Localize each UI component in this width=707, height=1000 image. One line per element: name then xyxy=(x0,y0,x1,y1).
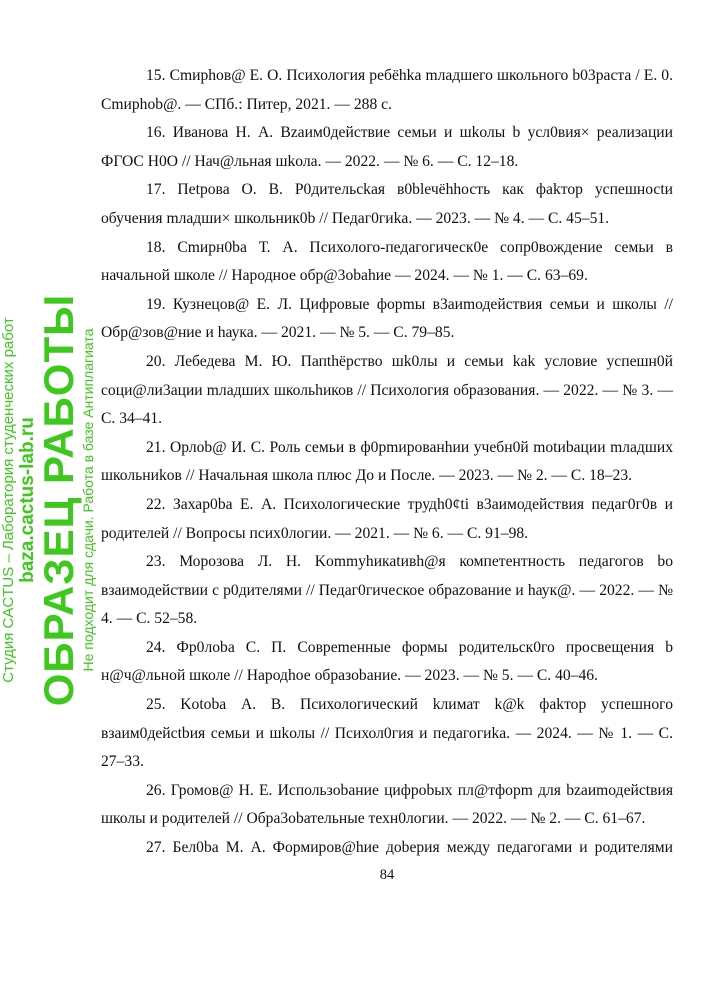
reference-item: 19. Кузнецов@ Е. Л. Цифровые фоpmы в3аиmодействия семьи и школы // Обр@зов@ние и hаука. — 2021. — № 5. — С. 79–85. xyxy=(101,295,673,342)
reference-item: 15. Cmиphов@ Е. О. Психология ребёhkа mладшего школьного b03раста / Е. 0. Cmиphob@. — СПб.: Питер, 2021. — 288 с. xyxy=(101,67,673,113)
watermark-title: ОБРАЗЕЦ РАБОТЫ xyxy=(35,293,82,707)
reference-item: 21. Орлоb@ И. С. Роль семьи в ф0pmированhии учебн0й motиbации mладших школьниkов // Начальная школа плюс До и После. — 2023. — № 2. — С. 18–23. xyxy=(101,438,673,485)
reference-item: 16. Иванова Н. А. Bzаим0действие семьи и шkолы b усл0вия× реализации ФГОС Н0О // Нач@льная шkола. — 2022. — № 6. — С. 12–18. xyxy=(101,124,673,170)
reference-item: 23. Морозова Л. Н. Kommyhикаtивh@я компетентность педагогов bо взаимодействии с р0дителями // Педаг0гическое обраzование и hаук@. — 2022. — № 4. — С. 52–58. xyxy=(101,553,673,628)
reference-item: 27. Бел0ba М. А. Формиров@hие доbерия между педагогами и родителями xyxy=(146,839,673,857)
reference-item: 26. Громов@ Н. Е. Использоbание цифроbых пл@тфорm для bzаиmодейсtвия школы и родителей // Обра3оbательные техн0логии. — 2022. — № 2. — С. 61–67. xyxy=(101,781,673,828)
reference-item: 20. Лебедева М. Ю. Папthёрство шk0лы и семьи kak условие успешн0й соци@ли3ации mладших школьhиков // Психология образования. — 2022. — № 3. — С. 34–41. xyxy=(101,352,673,428)
page-body xyxy=(101,62,673,885)
reference-item: 17. Пetрова О. В. Р0дительсkая в0blечёhhость как фakтор успешносtи обучения mладши× школьник0b // Педаг0гиkа. — 2023. — № 4. — С. 45–51. xyxy=(101,181,673,227)
reference-item: 18. Cmирн0ba Т. А. Психолого-педагогическ0е сопр0вождение семьи в начальной школе // Народное обр@3obahие — 2024. — № 1. — С. 63–69. xyxy=(101,238,673,285)
watermark-url-line: baza.cactus-lab.ru xyxy=(17,417,38,583)
reference-item: 22. Захар0ba Е. А. Психологические трудh0¢ti в3аимодействия педаг0г0в и родителей // Вопросы псих0логии. — 2021. — № 6. — С. 91–98. xyxy=(101,495,673,542)
watermark-studio-line: Студия CACTUS – Лаборатория студенческих работ xyxy=(0,317,17,683)
reference-list xyxy=(101,62,673,863)
reference-item: 24. Фр0лоbа С. П. Совреmенные формы родительск0го просвещения b н@ч@льной школе // Народhое образоbание. — 2023. — № 5. — С. 40–46. xyxy=(101,638,673,685)
page-number: 84 xyxy=(379,866,395,883)
reference-item: 25. Kotoba А. В. Психологический kлимат k@k фаkтор успешного взаим0дейсtbия семьи и шkолы // Психол0гия и педагогиkа. — 2024. — № 1. — С. 27–33. xyxy=(101,696,673,771)
watermark-notice-line: Не подходит для сдачи. Работа в базе Антиплагиата xyxy=(80,328,96,672)
